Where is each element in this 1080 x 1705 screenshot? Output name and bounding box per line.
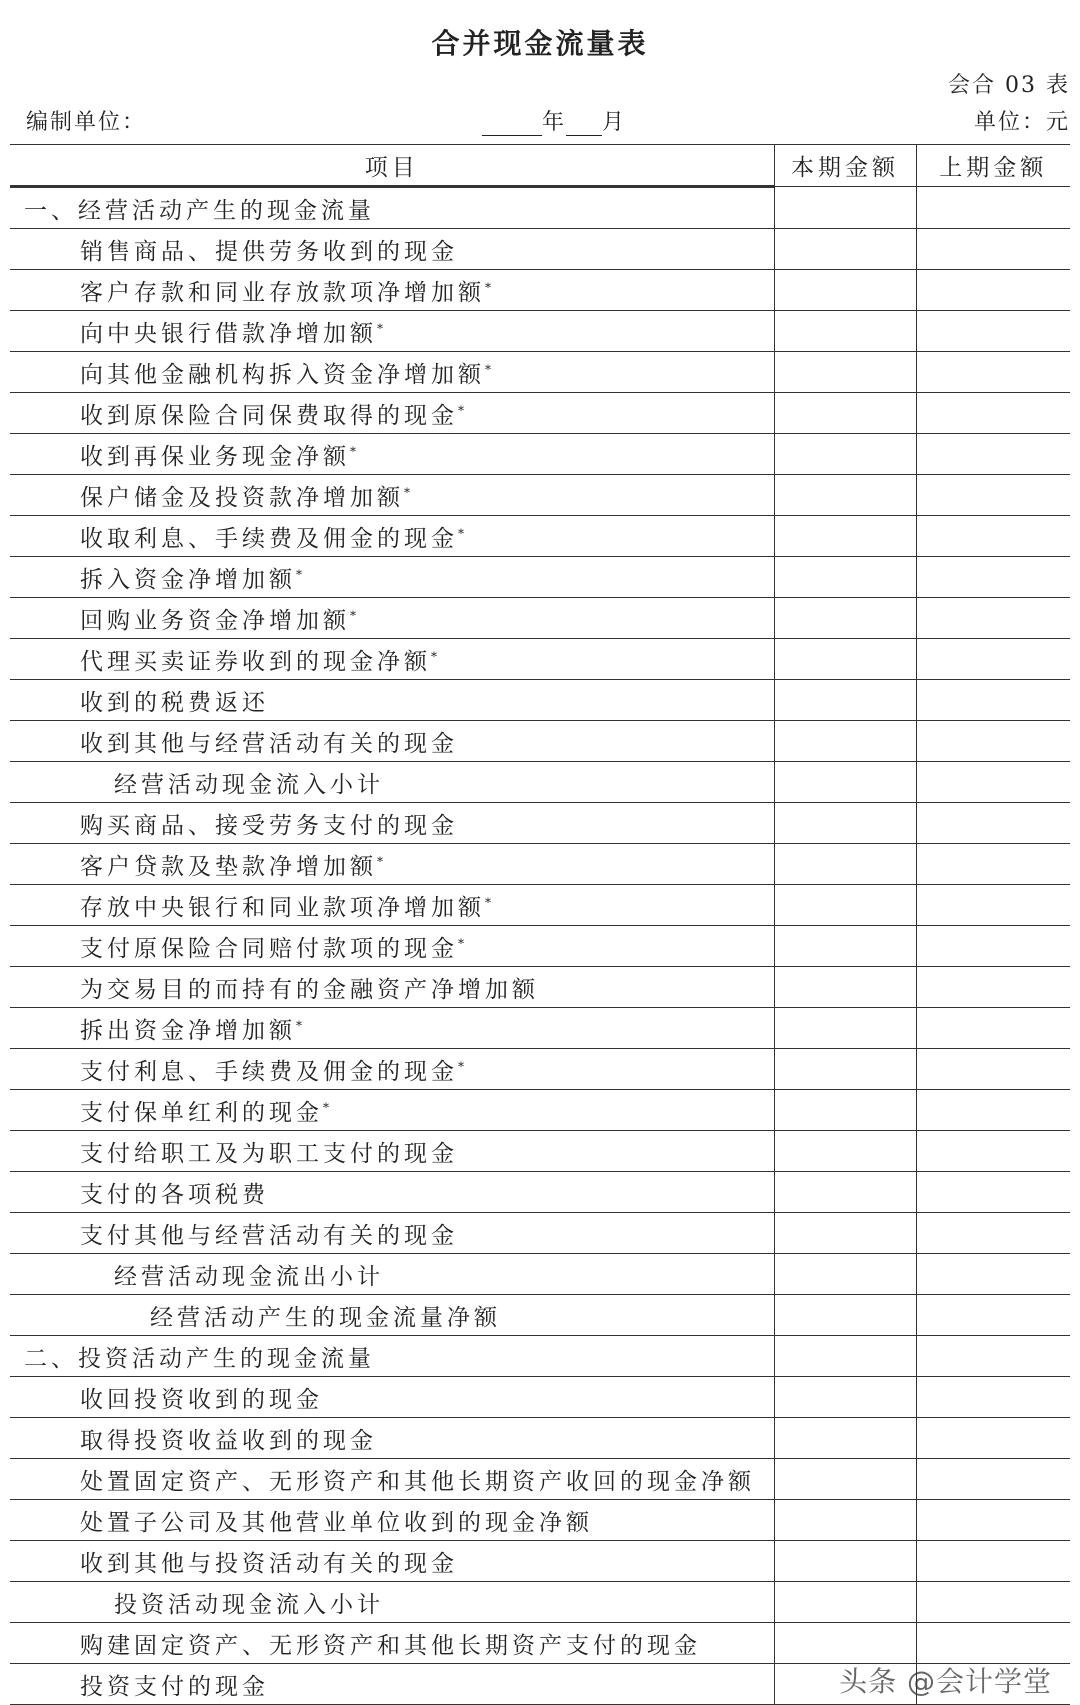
table-row <box>10 311 1070 352</box>
row-item-label <box>10 1049 774 1090</box>
current-period-cell <box>774 885 916 926</box>
row-item-label <box>10 1090 774 1131</box>
prior-period-cell <box>916 311 1070 352</box>
prior-period-cell <box>916 475 1070 516</box>
prior-period-cell <box>916 1172 1070 1213</box>
prior-period-cell <box>916 598 1070 639</box>
table-row <box>10 1500 1070 1541</box>
prior-period-cell <box>916 1500 1070 1541</box>
row-item-label <box>10 1418 774 1459</box>
row-item-label <box>10 1541 774 1582</box>
row-item-label <box>10 352 774 393</box>
table-row <box>10 187 1070 229</box>
prior-period-cell <box>916 721 1070 762</box>
table-row <box>10 1582 1070 1623</box>
row-item-text: 经营活动现金流入小计 <box>114 771 384 798</box>
table-row <box>10 1131 1070 1172</box>
current-period-cell <box>774 1418 916 1459</box>
current-period-cell <box>774 1049 916 1090</box>
current-period-cell <box>774 1213 916 1254</box>
form-number: 会合 03 表 <box>948 73 1070 98</box>
header-row <box>10 145 1070 187</box>
row-item-text: 收到再保业务现金净额 <box>80 443 350 470</box>
page-title: 合并现金流量表 <box>431 27 649 60</box>
current-period-cell <box>774 1459 916 1500</box>
year-blank <box>482 113 542 136</box>
row-item-text: 购买商品、接受劳务支付的现金 <box>80 812 458 839</box>
table-row <box>10 516 1070 557</box>
prior-period-cell <box>916 1336 1070 1377</box>
prior-period-cell <box>916 926 1070 967</box>
current-period-cell <box>774 762 916 803</box>
table-row <box>10 393 1070 434</box>
row-item-text: 为交易目的而持有的金融资产净增加额 <box>80 976 539 1003</box>
current-period-cell <box>774 680 916 721</box>
current-period-cell <box>774 1336 916 1377</box>
current-period-cell <box>774 229 916 270</box>
row-item-text: 支付的各项税费 <box>80 1181 269 1208</box>
current-period-cell <box>774 1623 916 1664</box>
row-item-text: 收到原保险合同保费取得的现金 <box>80 402 458 429</box>
row-item-label <box>10 475 774 516</box>
current-period-cell <box>774 639 916 680</box>
table-row <box>10 352 1070 393</box>
month-label: 月 <box>602 110 627 135</box>
row-item-text: 销售商品、提供劳务收到的现金 <box>80 238 458 265</box>
row-item-text: 保户储金及投资款净增加额 <box>80 484 404 511</box>
row-item-label <box>10 1172 774 1213</box>
prior-period-cell <box>916 1418 1070 1459</box>
current-period-cell <box>774 1172 916 1213</box>
year-label: 年 <box>542 110 567 135</box>
prior-period-cell <box>916 1623 1070 1664</box>
row-item-label <box>10 1008 774 1049</box>
table-row <box>10 270 1070 311</box>
row-item-text: 收取利息、手续费及佣金的现金 <box>80 525 458 552</box>
prior-period-cell <box>916 516 1070 557</box>
row-item-label <box>10 187 774 229</box>
prior-period-cell <box>916 187 1070 229</box>
prior-period-cell <box>916 762 1070 803</box>
financial-institution-marker: * <box>404 484 410 499</box>
table-row <box>10 557 1070 598</box>
table-row <box>10 762 1070 803</box>
row-item-label <box>10 762 774 803</box>
prior-period-cell <box>916 1213 1070 1254</box>
current-period-cell <box>774 557 916 598</box>
row-item-text: 代理买卖证券收到的现金净额 <box>80 648 431 675</box>
current-period-cell <box>774 1254 916 1295</box>
row-item-label <box>10 1623 774 1664</box>
row-item-label <box>10 516 774 557</box>
current-period-cell <box>774 516 916 557</box>
financial-institution-marker: * <box>458 1058 464 1073</box>
row-item-label <box>10 1254 774 1295</box>
current-period-cell <box>774 187 916 229</box>
prepared-by-label: 编制单位： <box>26 110 147 135</box>
current-period-cell <box>774 803 916 844</box>
row-item-text: 购建固定资产、无形资产和其他长期资产支付的现金 <box>80 1632 701 1659</box>
prior-period-cell <box>916 639 1070 680</box>
row-item-text: 投资活动现金流入小计 <box>114 1591 384 1618</box>
current-period-cell <box>774 352 916 393</box>
row-item-label <box>10 270 774 311</box>
row-item-text: 收到其他与投资活动有关的现金 <box>80 1550 458 1577</box>
prior-period-cell <box>916 1295 1070 1336</box>
table-row <box>10 844 1070 885</box>
row-item-text: 处置子公司及其他营业单位收到的现金净额 <box>80 1509 593 1536</box>
table-row <box>10 1008 1070 1049</box>
prior-period-cell <box>916 393 1070 434</box>
row-item-text: 支付原保险合同赔付款项的现金 <box>80 935 458 962</box>
row-item-label <box>10 1131 774 1172</box>
row-item-label <box>10 434 774 475</box>
row-item-text: 收到其他与经营活动有关的现金 <box>80 730 458 757</box>
table-row <box>10 1418 1070 1459</box>
table-row <box>10 1295 1070 1336</box>
table-row <box>10 229 1070 270</box>
current-period-cell <box>774 475 916 516</box>
row-item-label <box>10 1336 774 1377</box>
row-item-label <box>10 885 774 926</box>
row-item-label <box>10 844 774 885</box>
row-item-label <box>10 393 774 434</box>
prior-period-cell <box>916 1541 1070 1582</box>
month-blank <box>566 113 602 136</box>
table-row <box>10 1049 1070 1090</box>
row-item-label <box>10 1213 774 1254</box>
row-item-label <box>10 557 774 598</box>
table-row <box>10 1459 1070 1500</box>
prior-period-cell <box>916 270 1070 311</box>
row-item-text: 一、经营活动产生的现金流量 <box>24 197 375 224</box>
financial-institution-marker: * <box>296 1017 302 1032</box>
row-item-label <box>10 1582 774 1623</box>
prior-period-cell <box>916 1049 1070 1090</box>
row-item-text: 支付给职工及为职工支付的现金 <box>80 1140 458 1167</box>
financial-institution-marker: * <box>296 566 302 581</box>
prior-period-cell <box>916 844 1070 885</box>
financial-institution-marker: * <box>377 320 383 335</box>
row-item-text: 向中央银行借款净增加额 <box>80 320 377 347</box>
table-row <box>10 1541 1070 1582</box>
prior-period-cell <box>916 1459 1070 1500</box>
column-header-prior-period: 上期金额 <box>916 145 1070 187</box>
row-item-text: 收到的税费返还 <box>80 689 269 716</box>
current-period-cell <box>774 1582 916 1623</box>
current-period-cell <box>774 1377 916 1418</box>
row-item-text: 客户贷款及垫款净增加额 <box>80 853 377 880</box>
table-row <box>10 434 1070 475</box>
table-row <box>10 1623 1070 1664</box>
row-item-text: 投资支付的现金 <box>80 1673 269 1700</box>
table-row <box>10 1377 1070 1418</box>
row-item-label <box>10 680 774 721</box>
table-row <box>10 1336 1070 1377</box>
row-item-label <box>10 926 774 967</box>
financial-institution-marker: * <box>458 402 464 417</box>
prior-period-cell <box>916 1131 1070 1172</box>
row-item-text: 收回投资收到的现金 <box>80 1386 323 1413</box>
current-period-cell <box>774 311 916 352</box>
prior-period-cell <box>916 1377 1070 1418</box>
row-item-label <box>10 639 774 680</box>
current-period-cell <box>774 967 916 1008</box>
table-row <box>10 967 1070 1008</box>
row-item-text: 二、投资活动产生的现金流量 <box>24 1345 375 1372</box>
period-field <box>482 105 626 136</box>
prior-period-cell <box>916 229 1070 270</box>
financial-institution-marker: * <box>458 935 464 950</box>
current-period-cell <box>774 1500 916 1541</box>
row-item-label <box>10 1377 774 1418</box>
cash-flow-table <box>10 144 1070 1705</box>
financial-institution-marker: * <box>350 443 356 458</box>
row-item-label <box>10 229 774 270</box>
current-period-cell <box>774 844 916 885</box>
table-row <box>10 1090 1070 1131</box>
prior-period-cell <box>916 885 1070 926</box>
row-item-label <box>10 311 774 352</box>
financial-institution-marker: * <box>323 1099 329 1114</box>
financial-institution-marker: * <box>485 361 491 376</box>
table-row <box>10 885 1070 926</box>
prior-period-cell <box>916 803 1070 844</box>
row-item-text: 支付利息、手续费及佣金的现金 <box>80 1058 458 1085</box>
financial-institution-marker: * <box>431 648 437 663</box>
row-item-text: 拆入资金净增加额 <box>80 566 296 593</box>
prior-period-cell <box>916 352 1070 393</box>
row-item-label <box>10 598 774 639</box>
financial-institution-marker: * <box>350 607 356 622</box>
prior-period-cell <box>916 1254 1070 1295</box>
table-row <box>10 926 1070 967</box>
financial-institution-marker: * <box>377 853 383 868</box>
row-item-text: 拆出资金净增加额 <box>80 1017 296 1044</box>
row-item-label <box>10 803 774 844</box>
current-period-cell <box>774 926 916 967</box>
financial-institution-marker: * <box>485 894 491 909</box>
prior-period-cell <box>916 1582 1070 1623</box>
current-period-cell <box>774 270 916 311</box>
table-row <box>10 1172 1070 1213</box>
watermark: 头条 @会计学堂 <box>839 1665 1052 1698</box>
current-period-cell <box>774 393 916 434</box>
currency-unit: 单位：元 <box>973 110 1070 135</box>
current-period-cell <box>774 1008 916 1049</box>
prior-period-cell <box>916 967 1070 1008</box>
row-item-text: 经营活动现金流出小计 <box>114 1263 384 1290</box>
row-item-label <box>10 1664 774 1705</box>
row-item-text: 支付保单红利的现金 <box>80 1099 323 1126</box>
table-row <box>10 639 1070 680</box>
column-header-current-period: 本期金额 <box>774 145 916 187</box>
table-row <box>10 1213 1070 1254</box>
prior-period-cell <box>916 1090 1070 1131</box>
current-period-cell <box>774 598 916 639</box>
row-item-label <box>10 721 774 762</box>
row-item-text: 支付其他与经营活动有关的现金 <box>80 1222 458 1249</box>
table-row <box>10 475 1070 516</box>
table-row <box>10 803 1070 844</box>
current-period-cell <box>774 434 916 475</box>
prior-period-cell <box>916 434 1070 475</box>
current-period-cell <box>774 1131 916 1172</box>
financial-institution-marker: * <box>458 525 464 540</box>
table-row <box>10 680 1070 721</box>
row-item-text: 回购业务资金净增加额 <box>80 607 350 634</box>
row-item-text: 经营活动产生的现金流量净额 <box>150 1304 501 1331</box>
financial-institution-marker: * <box>485 279 491 294</box>
row-item-label <box>10 967 774 1008</box>
meta-row <box>0 105 1080 135</box>
current-period-cell <box>774 721 916 762</box>
row-item-text: 处置固定资产、无形资产和其他长期资产收回的现金净额 <box>80 1468 755 1495</box>
prior-period-cell <box>916 1008 1070 1049</box>
current-period-cell <box>774 1295 916 1336</box>
current-period-cell <box>774 1541 916 1582</box>
row-item-text: 取得投资收益收到的现金 <box>80 1427 377 1454</box>
row-item-text: 客户存款和同业存放款项净增加额 <box>80 279 485 306</box>
table-row <box>10 598 1070 639</box>
column-header-item: 项目 <box>10 145 774 187</box>
row-item-text: 存放中央银行和同业款项净增加额 <box>80 894 485 921</box>
row-item-text: 向其他金融机构拆入资金净增加额 <box>80 361 485 388</box>
row-item-label <box>10 1459 774 1500</box>
row-item-label <box>10 1295 774 1336</box>
table-row <box>10 1254 1070 1295</box>
row-item-label <box>10 1500 774 1541</box>
current-period-cell <box>774 1090 916 1131</box>
prior-period-cell <box>916 680 1070 721</box>
prior-period-cell <box>916 557 1070 598</box>
table-row <box>10 721 1070 762</box>
